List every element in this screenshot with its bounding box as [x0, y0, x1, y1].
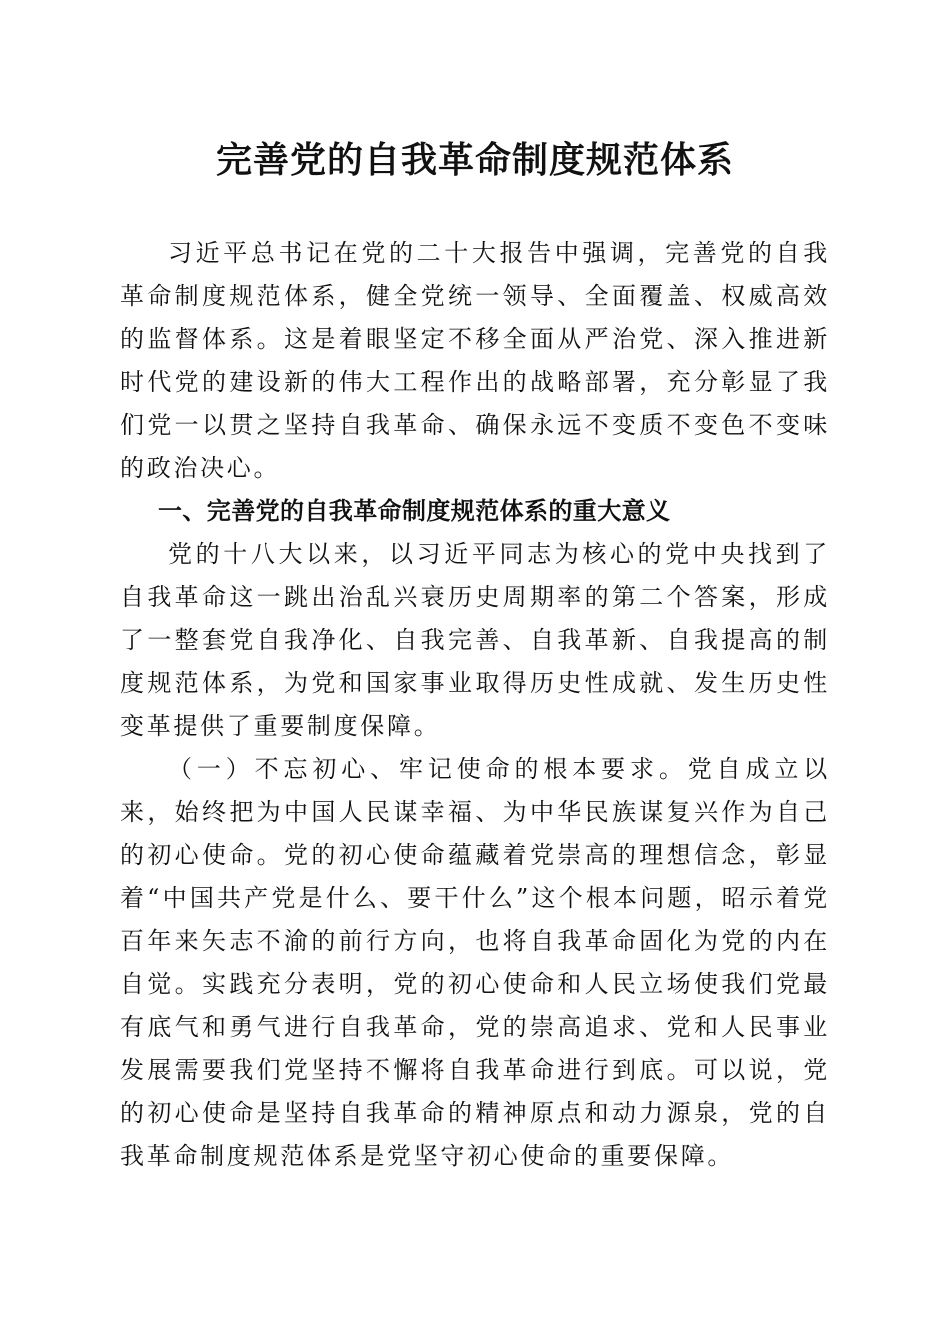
intro-paragraph: 习近平总书记在党的二十大报告中强调，完善党的自我革命制度规范体系，健全党统一领导、全面覆盖、权威高效的监督体系。这是着眼坚定不移全面从严治党、深入推进新时代党的建设新的伟大工程作出的战略部署，充分彰显了我们党一以贯之坚持自我革命、确保永远不变质不变色不变味的政治决心。	[120, 239, 830, 482]
page-title: 完善党的自我革命制度规范体系	[215, 139, 734, 181]
section-1-intro-paragraph: 党的十八大以来，以习近平同志为核心的党中央找到了自我革命这一跳出治乱兴衰历史周期率的第二个答案，形成了一整套党自我净化、自我完善、自我革新、自我提高的制度规范体系，为党和国家事业取得历史性成就、发生历史性变革提供了重要制度保障。	[120, 540, 830, 740]
section-1-point-1-paragraph	[120, 748, 830, 1178]
point-1-body: 党自成立以来，始终把为中国人民谋幸福、为中华民族谋复兴作为自己的初心使命。党的初心使命蕴藏着党崇高的理想信念，彰显着“中国共产党是什么、要干什么”这个根本问题，昭示着党百年来矢志不渝的前行方向，也将自我革命固化为党的内在自觉。实践充分表明，党的初心使命和人民立场使我们党最有底气和勇气进行自我革命，党的崇高追求、党和人民事业发展需要我们党坚持不懈将自我革命进行到底。可以说，党的初心使命是坚持自我革命的精神原点和动力源泉，党的自我革命制度规范体系是党坚守初心使命的重要保障。	[120, 755, 831, 1170]
section-heading-1: 一、完善党的自我革命制度规范体系的重大意义	[158, 497, 671, 525]
document-body	[120, 232, 830, 1178]
point-1-lead: （一）不忘初心、牢记使命的根本要求。	[168, 755, 688, 783]
